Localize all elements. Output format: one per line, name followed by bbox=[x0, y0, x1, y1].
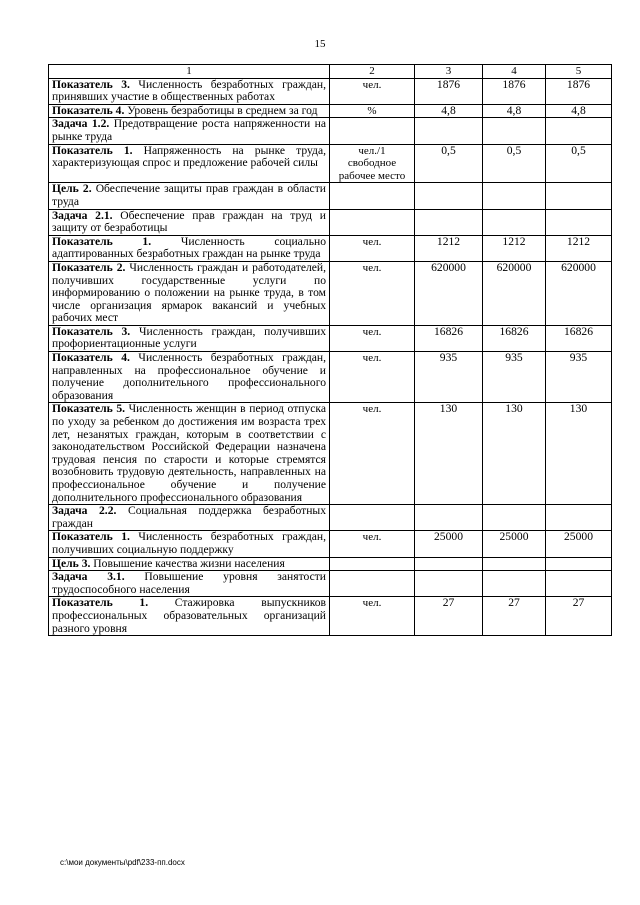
row-label: Цель 2. bbox=[52, 182, 92, 196]
row-text: Уровень безработицы в среднем за год bbox=[124, 103, 318, 117]
value-cell: 1876 bbox=[415, 78, 483, 104]
row-description bbox=[49, 325, 330, 351]
row-text: Численность безработных граждан, принявших участие в общественных работах bbox=[52, 77, 327, 104]
row-label: Задача 2.1. bbox=[52, 208, 113, 222]
table-row bbox=[49, 505, 612, 531]
row-text: Повышение уровня занятости трудоспособного населения bbox=[52, 570, 326, 596]
value-cell bbox=[415, 209, 483, 235]
unit-cell: % bbox=[330, 104, 415, 118]
table-row bbox=[49, 531, 612, 557]
value-cell: 935 bbox=[546, 352, 612, 403]
unit-cell bbox=[330, 505, 415, 531]
row-label: Показатель 1. bbox=[52, 530, 130, 544]
header-cell: 4 bbox=[483, 65, 546, 79]
value-cell: 1212 bbox=[546, 235, 612, 261]
unit-cell bbox=[330, 118, 415, 144]
header-cell: 5 bbox=[546, 65, 612, 79]
value-cell bbox=[546, 505, 612, 531]
table-row bbox=[49, 209, 612, 235]
row-description bbox=[49, 144, 330, 183]
unit-cell: чел. bbox=[330, 352, 415, 403]
value-cell: 935 bbox=[415, 352, 483, 403]
value-cell: 1212 bbox=[483, 235, 546, 261]
value-cell: 0,5 bbox=[415, 144, 483, 183]
row-description bbox=[49, 261, 330, 325]
row-label: Задача 2.2. bbox=[52, 504, 117, 518]
table-row bbox=[49, 571, 612, 597]
row-description bbox=[49, 571, 330, 597]
table-row bbox=[49, 104, 612, 118]
value-cell bbox=[415, 505, 483, 531]
row-label: Показатель 2. bbox=[52, 260, 126, 274]
value-cell bbox=[546, 209, 612, 235]
row-description bbox=[49, 352, 330, 403]
unit-cell bbox=[330, 209, 415, 235]
unit-cell bbox=[330, 183, 415, 209]
unit-cell: чел. bbox=[330, 597, 415, 636]
row-text: Обеспечение прав граждан на труд и защиту от безработицы bbox=[52, 208, 326, 235]
row-description bbox=[49, 557, 330, 571]
value-cell bbox=[546, 571, 612, 597]
row-label: Цель 3. bbox=[52, 556, 91, 570]
header-cell: 2 bbox=[330, 65, 415, 79]
row-text: Обеспечение защиты прав граждан в области труда bbox=[52, 182, 326, 208]
unit-cell: чел./1 свободное рабочее место bbox=[330, 144, 415, 183]
value-cell: 130 bbox=[546, 403, 612, 505]
value-cell: 25000 bbox=[546, 531, 612, 557]
file-path-footer: c:\мои документы\pdf\233-пп.docx bbox=[60, 858, 185, 867]
table-row bbox=[49, 78, 612, 104]
row-text: Численность безработных граждан, направленных на профессиональное обучение и получение дополнительного профессионального образования bbox=[52, 351, 327, 402]
row-text: Стажировка выпускников профессиональных образовательных организаций разного уровня bbox=[52, 596, 327, 635]
value-cell bbox=[483, 118, 546, 144]
row-label: Задача 3.1. bbox=[52, 570, 125, 584]
header-cell: 3 bbox=[415, 65, 483, 79]
value-cell: 4,8 bbox=[415, 104, 483, 118]
table-row bbox=[49, 557, 612, 571]
header-cell: 1 bbox=[49, 65, 330, 79]
row-description bbox=[49, 183, 330, 209]
table-row bbox=[49, 597, 612, 636]
value-cell: 16826 bbox=[415, 325, 483, 351]
unit-cell: чел. bbox=[330, 261, 415, 325]
row-label: Показатель 3. bbox=[52, 77, 130, 91]
row-label: Показатель 1. bbox=[52, 234, 152, 248]
row-label: Показатель 4. bbox=[52, 351, 130, 365]
table-row bbox=[49, 352, 612, 403]
row-description bbox=[49, 403, 330, 505]
unit-cell: чел. bbox=[330, 235, 415, 261]
value-cell bbox=[483, 209, 546, 235]
row-description bbox=[49, 531, 330, 557]
unit-cell: чел. bbox=[330, 78, 415, 104]
value-cell: 25000 bbox=[415, 531, 483, 557]
table-row bbox=[49, 403, 612, 505]
row-description bbox=[49, 505, 330, 531]
row-label: Показатель 1. bbox=[52, 596, 149, 610]
unit-cell: чел. bbox=[330, 531, 415, 557]
unit-cell: чел. bbox=[330, 403, 415, 505]
row-label: Показатель 5. bbox=[52, 402, 126, 416]
value-cell: 0,5 bbox=[483, 144, 546, 183]
page-number: 15 bbox=[314, 38, 326, 50]
value-cell bbox=[546, 183, 612, 209]
table-header-row bbox=[49, 65, 612, 79]
row-label: Показатель 1. bbox=[52, 143, 133, 157]
value-cell bbox=[483, 557, 546, 571]
table-row bbox=[49, 118, 612, 144]
value-cell bbox=[483, 505, 546, 531]
value-cell: 620000 bbox=[415, 261, 483, 325]
value-cell: 27 bbox=[483, 597, 546, 636]
value-cell bbox=[415, 183, 483, 209]
row-label: Задача 1.2. bbox=[52, 117, 110, 131]
value-cell: 16826 bbox=[546, 325, 612, 351]
value-cell: 4,8 bbox=[483, 104, 546, 118]
row-text: Численность безработных граждан, получивших социальную поддержку bbox=[52, 530, 327, 556]
value-cell bbox=[415, 557, 483, 571]
row-description bbox=[49, 597, 330, 636]
value-cell: 620000 bbox=[483, 261, 546, 325]
row-text: Численность женщин в период отпуска по уходу за ребенком до достижения им возраста трех лет, незанятых граждан, которым в соответствии с законодательством Российской Федерации назначена трудовая пенсия по старости и которые стремятся возобновить трудовую деятельность, направленных на профессиональное обучение и получение дополнительного профессионального образования bbox=[52, 402, 327, 504]
row-text: Повышение качества жизни населения bbox=[90, 556, 285, 570]
row-text: Численность граждан и работодателей, получивших государственные услуги по информированию о положении на рынке труда, в том числе организация ярмарок вакансий и учебных рабочих мест bbox=[52, 260, 326, 325]
value-cell: 130 bbox=[415, 403, 483, 505]
unit-cell bbox=[330, 571, 415, 597]
value-cell: 27 bbox=[415, 597, 483, 636]
value-cell bbox=[415, 118, 483, 144]
value-cell: 935 bbox=[483, 352, 546, 403]
unit-cell: чел. bbox=[330, 325, 415, 351]
row-text: Социальная поддержка безработных граждан bbox=[52, 504, 326, 530]
row-description bbox=[49, 78, 330, 104]
row-text: Напряженность на рынке труда, характеризующая спрос и предложение рабочей силы bbox=[52, 143, 326, 170]
indicators-table bbox=[48, 64, 612, 636]
row-label: Показатель 3. bbox=[52, 324, 131, 338]
unit-cell bbox=[330, 557, 415, 571]
row-description bbox=[49, 104, 330, 118]
value-cell: 25000 bbox=[483, 531, 546, 557]
row-text: Численность граждан, получивших профориентационные услуги bbox=[52, 324, 327, 351]
value-cell: 1876 bbox=[546, 78, 612, 104]
value-cell bbox=[546, 557, 612, 571]
value-cell: 0,5 bbox=[546, 144, 612, 183]
value-cell bbox=[483, 571, 546, 597]
table-row bbox=[49, 144, 612, 183]
value-cell bbox=[483, 183, 546, 209]
value-cell: 1876 bbox=[483, 78, 546, 104]
row-description bbox=[49, 118, 330, 144]
value-cell: 130 bbox=[483, 403, 546, 505]
row-text: Предотвращение роста напряженности на рынке труда bbox=[52, 117, 326, 143]
value-cell: 4,8 bbox=[546, 104, 612, 118]
row-text: Численность социально адаптированных безработных граждан на рынке труда bbox=[52, 234, 326, 261]
value-cell: 27 bbox=[546, 597, 612, 636]
row-description bbox=[49, 235, 330, 261]
value-cell: 620000 bbox=[546, 261, 612, 325]
table-row bbox=[49, 183, 612, 209]
table-row bbox=[49, 235, 612, 261]
value-cell: 1212 bbox=[415, 235, 483, 261]
row-label: Показатель 4. bbox=[52, 103, 125, 117]
value-cell bbox=[546, 118, 612, 144]
row-description bbox=[49, 209, 330, 235]
value-cell bbox=[415, 571, 483, 597]
table-row bbox=[49, 325, 612, 351]
value-cell: 16826 bbox=[483, 325, 546, 351]
table-row bbox=[49, 261, 612, 325]
